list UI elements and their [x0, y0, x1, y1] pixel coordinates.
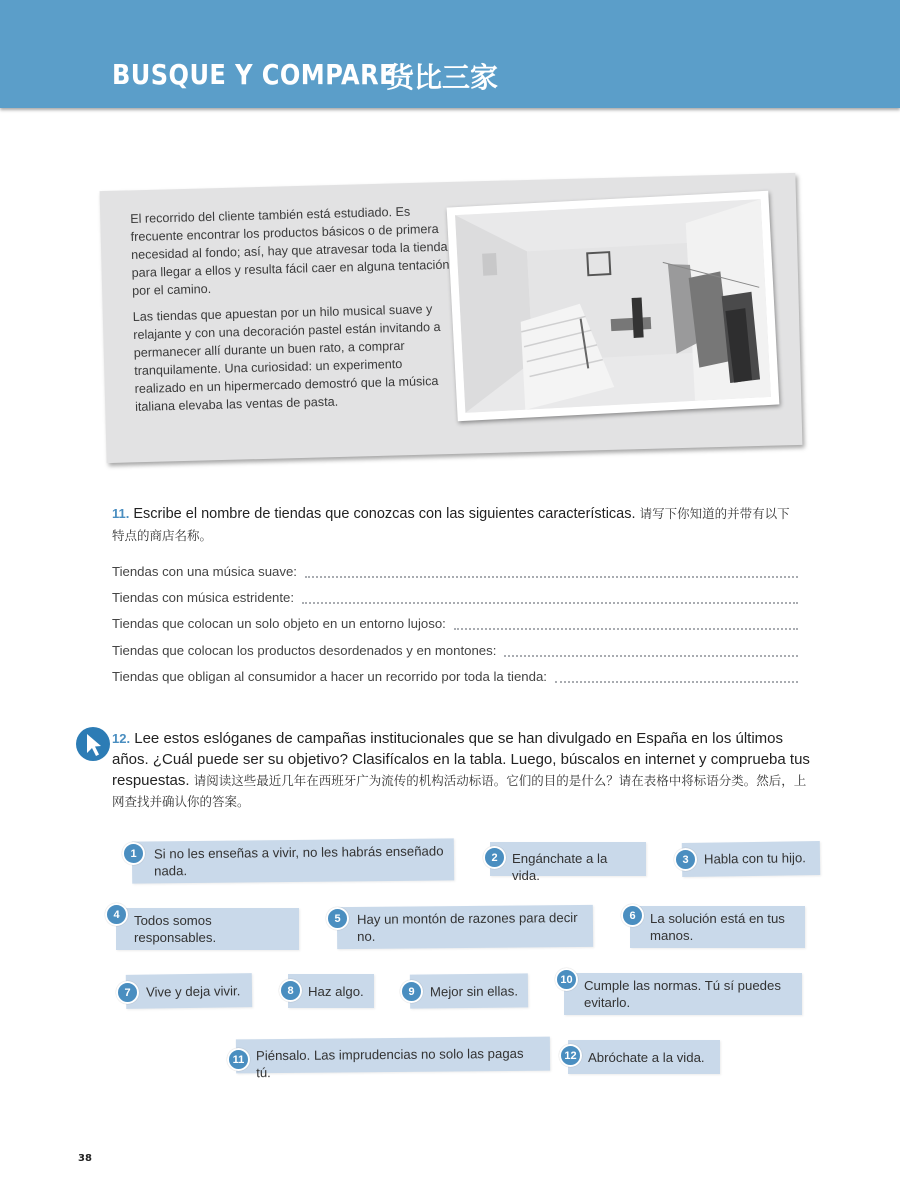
slogan-number-badge: 11 [227, 1048, 250, 1071]
slogan-number-badge: 12 [559, 1044, 582, 1067]
slogan-text: Cumple las normas. Tú sí puedes evitarlo. [584, 978, 781, 1010]
slogan-card [490, 842, 646, 883]
online-activity-cursor-icon [76, 727, 110, 761]
exercise-11-instruction [112, 503, 802, 547]
slogan-card [568, 1040, 720, 1074]
answer-row [112, 559, 798, 579]
info-paragraph-2: Las tiendas que apuestan por un hilo musical suave y relajante y con una decoración pastel están invitando a permanecer allí durante un buen rato, a comprar tranquilamente. Una curiosidad: un experimento realizado en un hipermercado demostró que la música italiana elevaba las ventas de pasta. [132, 302, 441, 414]
slogan-card [682, 841, 820, 877]
info-paragraph-1: El recorrido del cliente también está estudiado. Es frecuente encontrar los productos básicos o de primera necesidad al fondo; así, hay que atravesar toda la tienda para llegar a ellos y resulta fácil caer en alguna tentación por el camino. [130, 204, 450, 298]
slogan-number-badge: 6 [621, 904, 644, 927]
answer-line[interactable] [555, 681, 798, 683]
slogan-text: Haz algo. [308, 984, 364, 999]
answer-row [112, 611, 798, 631]
slogan-number-badge: 1 [122, 842, 145, 865]
slogan-text: Si no les enseñas a vivir, no les habrás enseñado nada. [153, 843, 444, 879]
slogan-text: Mejor sin ellas. [429, 983, 519, 1000]
slogan-text: Engánchate a la vida. [512, 851, 608, 883]
slogan-card [564, 973, 802, 1015]
slogan-card [337, 905, 593, 949]
answer-row [112, 585, 798, 605]
slogan-card [630, 906, 805, 948]
answer-row-label: Tiendas que colocan los productos desordenados y en montones: [112, 643, 497, 658]
exercise-12-instruction [112, 728, 812, 812]
slogan-number-badge: 4 [105, 903, 128, 926]
slogan-card [410, 973, 528, 1008]
answer-line[interactable] [305, 576, 798, 578]
exercise-12-number: 12. [112, 731, 131, 746]
section-title: BUSQUE Y COMPARE [112, 58, 396, 91]
slogan-card [126, 973, 252, 1009]
slogan-number-badge: 5 [326, 907, 349, 930]
slogan-number-badge: 9 [400, 980, 423, 1003]
page-number: 38 [78, 1153, 92, 1164]
answer-line[interactable] [302, 602, 798, 604]
answer-row [112, 664, 798, 684]
answer-line[interactable] [504, 655, 798, 657]
exercise-12-text-zh: 请阅读这些最近几年在西班牙广为流传的机构活动标语。它们的目的是什么？请在表格中将标语分类。然后，上网查找并确认你的答案。 [112, 773, 807, 809]
slogan-text: Hay un montón de razones para decir no. [356, 910, 578, 944]
answer-row-label: Tiendas con una música suave: [112, 564, 297, 579]
page-header-band [0, 0, 900, 108]
answer-row-label: Tiendas con música estridente: [112, 590, 295, 605]
slogan-text: Vive y deja vivir. [145, 983, 241, 1000]
answer-row-label: Tiendas que obligan al consumidor a hacer un recorrido por toda la tienda: [112, 669, 547, 684]
slogan-text: La solución está en tus manos. [650, 911, 785, 943]
answer-line[interactable] [454, 628, 798, 630]
info-box-text [130, 202, 453, 424]
answer-row [112, 638, 798, 658]
store-interior-photo [455, 199, 771, 413]
slogan-card [116, 908, 299, 950]
slogan-number-badge: 7 [116, 981, 139, 1004]
exercise-12-text: Lee estos eslóganes de campañas institucionales que se han divulgado en España en los últimos años. ¿Cuál puede ser su objetivo? Clasifícalos en la tabla. Luego, búscalos en internet y comprueba tus respuestas. [112, 730, 810, 789]
slogan-card [132, 838, 454, 883]
slogan-card [236, 1037, 550, 1081]
exercise-11-text-zh: 请写下你知道的并带有以下特点的商店名称。 [112, 506, 790, 543]
slogan-number-badge: 8 [279, 979, 302, 1002]
slogan-number-badge: 2 [483, 846, 506, 869]
answer-row-label: Tiendas que colocan un solo objeto en un entorno lujoso: [112, 616, 446, 631]
slogan-text: Piénsalo. Las imprudencias no solo las pagas tú. [255, 1045, 524, 1081]
section-title-zh: 货比三家 [386, 61, 499, 94]
slogan-text: Habla con tu hijo. [703, 850, 806, 867]
store-photo-frame [447, 191, 780, 422]
slogan-text: Abróchate a la vida. [588, 1050, 705, 1065]
slogan-text: Todos somos responsables. [134, 913, 217, 945]
slogan-number-badge: 10 [555, 968, 578, 991]
exercise-11-text: Escribe el nombre de tiendas que conozcas con las siguientes características. [133, 506, 636, 522]
exercise-11-number: 11. [112, 506, 130, 521]
slogan-number-badge: 3 [674, 848, 697, 871]
